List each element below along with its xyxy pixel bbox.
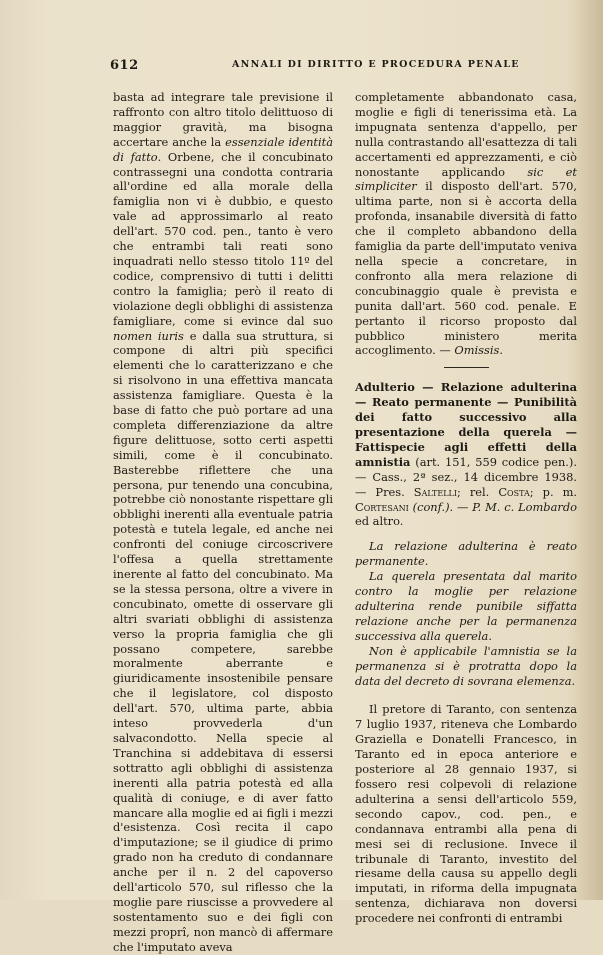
right-column — [355, 90, 577, 926]
text-run: . — — [449, 499, 473, 514]
text-run: (art. 151, 559 codice pen.). — Cass., 2ª sez., 14 dicembre 1938. — Pres. — [355, 454, 577, 499]
case-summary: La relazione adulterina è reato permanente. — [355, 539, 577, 569]
text-run: basta ad integrare tale previsione il raffronto con altro titolo delittuoso di maggior gravità, ma bisogna accertare anche la — [113, 90, 333, 149]
text-run: completamente abbandonato casa, moglie e figli di tenerissima età. La impugnata sentenza d'appello, per nulla contrastando all'esattezza di tali accertamenti ed apprezzamenti, e ciò nonostante applicando — [355, 90, 577, 179]
text-run: ; p. m. — [529, 484, 578, 499]
left-column — [113, 90, 333, 955]
italic-phrase: sic et simpliciter — [355, 164, 577, 194]
president-name: Saltelli — [413, 484, 457, 499]
case-summary: La querela presentata dal marito contro la moglie per relazione adulterina rende punibile siffatta relazione anche per la permanenza successiva alla querela. — [355, 569, 577, 643]
italic-phrase: nomen iuris — [113, 328, 184, 343]
parties-name: P. M. c. Lombardo — [472, 499, 577, 514]
running-title: ANNALI DI DIRITTO E PROCEDURA PENALE — [232, 59, 520, 70]
case-title: Adulterio — Relazione adulterina — Reato permanente — Punibilità dei fatto successivo alla presentazione della querela — Fattispecie agli effetti della amnistia — [355, 380, 577, 469]
decision-paragraph: Il pretore di Taranto, con sentenza 7 luglio 1937, riteneva che Lombardo Graziella e Donatelli Francesco, in Taranto ed in epoca anteriore e posteriore al 28 gennaio 1937, si fossero resi colpevoli di relazione adulterina a sensi dell'articolo 559, secondo capov., cod. pen., e condannava entrambi alla pena di mesi sei di reclusione. Invece il tribunale di Taranto, investito del riesame della causa su appello degli imputati, in riforma della impugnata sentenza, dichiarava non doversi procedere nei confronti di entrambi — [355, 702, 577, 926]
italic-phrase: (conf.) — [408, 499, 450, 514]
body-paragraph — [355, 90, 577, 358]
text-run: il disposto dell'art. 570, ultima parte, non si è accorta della profonda, insanabile diversità di fatto che il completo abbandono della famiglia da parte dell'imputato veniva nella specie a concretare, in confronto alla mera relazione di concubinaggio quale è prevista e punita dall'art. 560 cod. penale. E pertanto il ricorso proposto dal pubblico ministero merita accoglimento. — — [355, 179, 577, 358]
prosecutor-name: Cortesani — [355, 499, 409, 514]
case-heading — [355, 380, 577, 529]
page-number: 612 — [110, 58, 139, 73]
omissis-label: Omissis. — [454, 343, 503, 358]
text-run: . Orbene, che il concubinato contrassegni una condotta contraria all'ordine ed alla morale della famiglia non vi è dubbio, e questo vale ad approssimarlo al reato dell'art. 570 cod. pen., tanto è vero che entrambi tali reati sono inquadrati nello stesso titolo 11º del codice, comprensivo di tutti i delitti contro la famiglia; però il reato di violazione degli obblighi di assistenza famigliare, come si evince dal suo — [113, 149, 333, 328]
case-summary: Non è applicabile l'amnistia se la permanenza si è protratta dopo la data del decreto di sovrana elemenza. — [355, 643, 577, 688]
italic-phrase: essenziale identità di fatto — [113, 134, 333, 164]
page-header — [110, 58, 580, 76]
text-run: e dalla sua struttura, si compone di altri più specifici elementi che lo caratterizzano e che si risolvono in una effettiva mancata assistenza famigliare. Questa è la base di fatto che può portare ad una completa differenziazione da altre figure delittuose, sotto certi aspetti simili, come è il concubinato. Basterebbe riflettere che una persona, pur tenendo una concubina, potrebbe ciò nonostante rispettare gli obblighi inerenti alla eventuale patria potestà e tutela legale, ed anche nei confronti del coniuge circoscrivere l'offesa a quella strettamente inerente al fatto del concubinato. Ma se la stessa persona, oltre a vivere in concubinato, omette di osservare gli altri svariati obblighi di assistenza verso la propria famiglia che gli possano competere, sarebbe moralmente aberrante e giuridicamente insostenibile pensare che il legislatore, col disposto dell'art. 570, ultima parte, abbia inteso provvederla d'un salvacondotto. Nella specie al Tranchina si addebitava di essersi sottratto agli obblighi di assistenza inerenti alla patria potestà ed alla qualità di coniuge, e di aver fatto mancare alla moglie ed ai figli i mezzi d'esistenza. Così recita il capo d'imputazione; se il giudice di primo grado non ha creduto di condannare anche per il n. 2 del capoverso dell'articolo 570, sul riflesso che la moglie pare riuscisse a provvedere al sostentamento suo e dei figli con mezzi proprî, non mancò di affermare che l'imputato aveva — [113, 328, 333, 954]
text-run: ed altro. — [355, 514, 404, 529]
text-run: ; rel. — [456, 484, 499, 499]
body-paragraph — [113, 90, 333, 955]
rapporteur-name: Costa — [498, 484, 530, 499]
section-divider — [444, 367, 489, 368]
